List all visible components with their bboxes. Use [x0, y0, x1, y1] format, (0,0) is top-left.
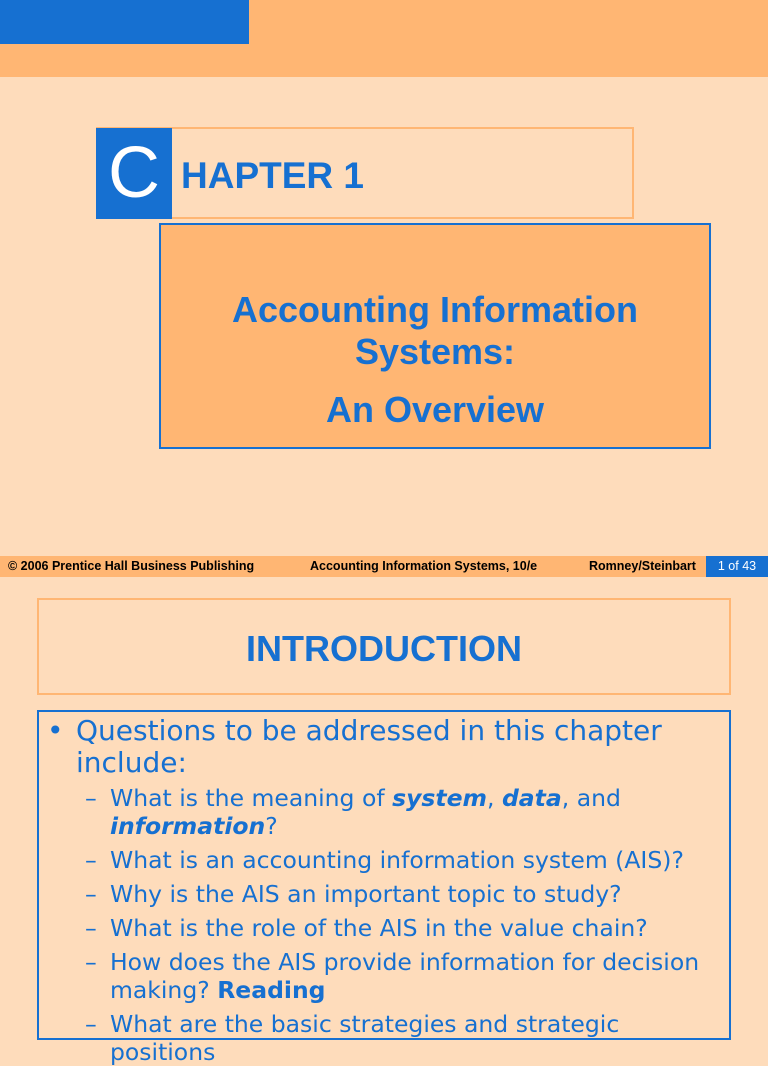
q1-sep2: , and: [561, 784, 621, 812]
q1-end: ?: [265, 812, 278, 840]
item-text: What is the role of the AIS in the value chain?: [110, 914, 648, 942]
content-box: [37, 710, 731, 1066]
introduction-slide: [0, 577, 768, 1066]
bullet-line-2: include:: [76, 746, 187, 779]
footer-authors: Romney/Steinbart: [589, 559, 696, 573]
bullet-line-1: Questions to be addressed in this chapter: [76, 714, 662, 747]
item-text: [110, 784, 720, 840]
intro-title-box: [37, 598, 731, 695]
q5-line-1: How does the AIS provide information for decision: [110, 948, 700, 976]
term-information: information: [110, 812, 266, 840]
chapter-heading: HAPTER 1: [181, 155, 364, 196]
title-box: [159, 223, 711, 449]
item-text: Why is the AIS an important topic to study?: [110, 880, 622, 908]
reading-link-text: Reading: [217, 976, 326, 1004]
dash-symbol: –: [85, 846, 97, 874]
bullet-symbol: •: [47, 714, 64, 747]
slide-subtitle: An Overview: [325, 389, 545, 430]
slide-title: [161, 289, 709, 373]
item-text: What is an accounting information system (AIS)?: [110, 846, 684, 874]
term-data: data: [501, 784, 562, 812]
item-text: [110, 948, 720, 1004]
q5-line-2: making?: [110, 976, 218, 1004]
dash-symbol: –: [85, 880, 97, 908]
footer-copyright: © 2006 Prentice Hall Business Publishing: [8, 559, 255, 573]
term-system: system: [392, 784, 488, 812]
dash-symbol: –: [85, 1010, 97, 1038]
q1-prefix: What is the meaning of: [110, 784, 393, 812]
dash-symbol: –: [85, 784, 97, 812]
chapter-box: [96, 127, 634, 219]
page-indicator: 1 of 43: [706, 556, 768, 577]
chapter-initial: C: [96, 128, 172, 219]
title-line-2: Systems:: [354, 331, 516, 372]
top-blue-bar: [0, 0, 249, 44]
intro-title: INTRODUCTION: [246, 628, 522, 669]
title-line-1: Accounting Information: [232, 289, 638, 330]
item-text: What are the basic strategies and strategic positions: [110, 1010, 620, 1066]
dash-symbol: –: [85, 948, 97, 976]
footer-book-title: Accounting Information Systems, 10/e: [310, 559, 538, 573]
slide-footer: [0, 556, 768, 577]
q1-sep1: ,: [487, 784, 502, 812]
dash-symbol: –: [85, 914, 97, 942]
bullet-text: [76, 715, 696, 779]
